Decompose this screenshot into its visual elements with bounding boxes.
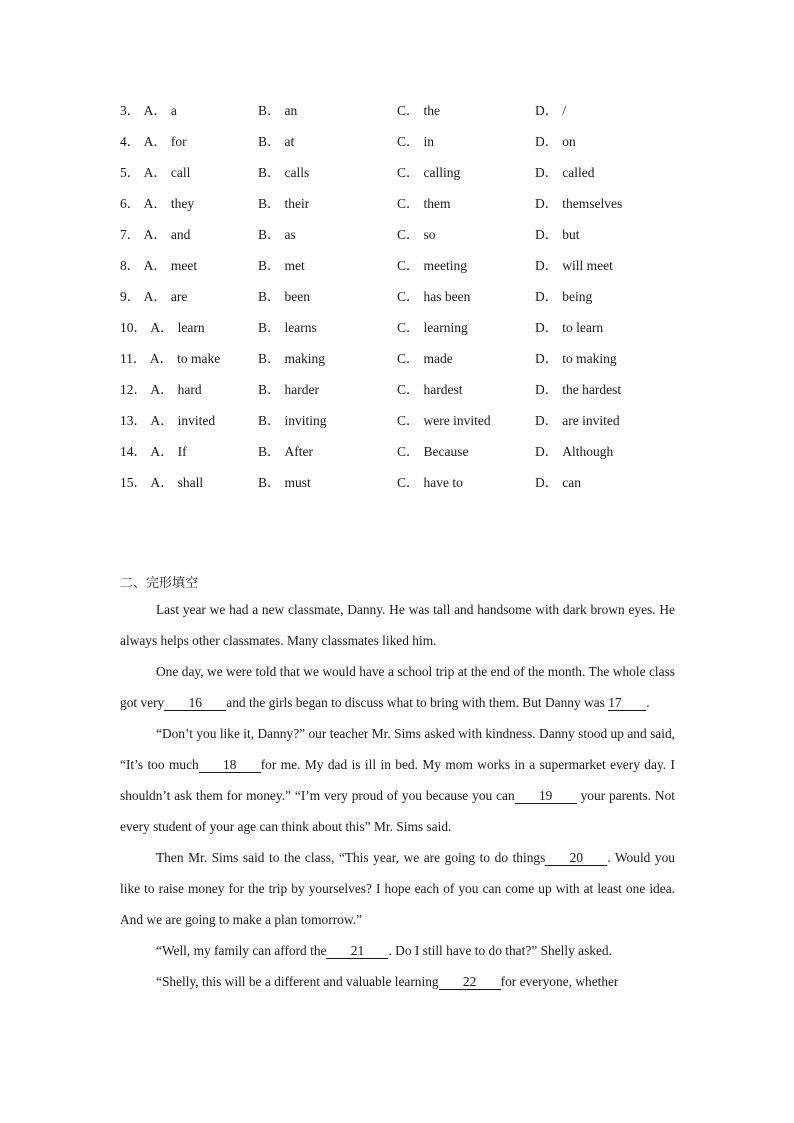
- option-label: B．: [258, 134, 281, 149]
- option-a: [120, 436, 187, 467]
- option-c: [397, 188, 451, 219]
- option-text: learns: [284, 320, 317, 335]
- option-a: [120, 343, 220, 374]
- option-b: [258, 343, 325, 374]
- question-number: 5．: [120, 165, 141, 180]
- option-label: D．: [535, 196, 559, 211]
- paragraph-3: [120, 718, 675, 842]
- blank-21: 21: [326, 943, 388, 959]
- option-c: [397, 126, 434, 157]
- option-label: A．: [143, 227, 167, 242]
- text-segment: “Don’t you like it, Danny?” our teacher Mr. Sims asked with kindness. Danny stood up and said, “It’s too much: [120, 726, 675, 772]
- option-text: hard: [177, 382, 202, 397]
- text-segment: . Would you like to raise money for the trip by yourselves? I hope each of you can come up with at least one idea. And we are going to make a plan tomorrow.”: [120, 850, 675, 927]
- option-text: hardest: [423, 382, 463, 397]
- option-c: [397, 157, 460, 188]
- option-label: C．: [397, 382, 420, 397]
- option-d: [535, 281, 592, 312]
- option-c: [397, 374, 463, 405]
- option-label: C．: [397, 413, 420, 428]
- option-text: their: [284, 196, 310, 211]
- option-text: inviting: [284, 413, 327, 428]
- option-label: B．: [258, 444, 281, 459]
- option-text: called: [562, 165, 595, 180]
- option-label: C．: [397, 289, 420, 304]
- option-label: D．: [535, 320, 559, 335]
- text-segment: for me. My dad is ill in bed. My mom works in a supermarket every day. I shouldn’t ask them for money.” “I’m very proud of you because you can: [120, 757, 675, 803]
- option-label: D．: [535, 134, 559, 149]
- option-label: D．: [535, 258, 559, 273]
- multiple-choice-options: [0, 95, 794, 498]
- option-text: being: [562, 289, 593, 304]
- option-text: in: [423, 134, 435, 149]
- option-a: [120, 188, 194, 219]
- option-text: learn: [177, 320, 205, 335]
- option-label: C．: [397, 227, 420, 242]
- question-number: 3．: [120, 103, 141, 118]
- question-row: [0, 405, 794, 436]
- option-a: [120, 467, 203, 498]
- blank-19: 19: [515, 788, 577, 804]
- option-d: [535, 126, 576, 157]
- option-b: [258, 219, 296, 250]
- text-segment: “Well, my family can afford the: [156, 943, 327, 958]
- text-segment: and the girls began to discuss what to bring with them. But Danny was: [226, 695, 605, 710]
- option-text: making: [284, 351, 326, 366]
- question-row: [0, 250, 794, 281]
- option-text: calls: [284, 165, 310, 180]
- question-row: [0, 467, 794, 498]
- option-text: themselves: [562, 196, 623, 211]
- option-b: [258, 312, 317, 343]
- option-d: [535, 467, 581, 498]
- option-b: [258, 126, 294, 157]
- option-label: B．: [258, 165, 281, 180]
- option-c: [397, 281, 470, 312]
- question-row: [0, 436, 794, 467]
- option-text: a: [170, 103, 177, 118]
- option-text: made: [423, 351, 453, 366]
- option-d: [535, 188, 622, 219]
- option-d: [535, 250, 613, 281]
- option-label: A．: [143, 165, 167, 180]
- option-a: [120, 374, 202, 405]
- question-number: 12．: [120, 382, 147, 397]
- option-a: [120, 405, 215, 436]
- option-label: D．: [535, 475, 559, 490]
- question-row: [0, 219, 794, 250]
- option-label: D．: [535, 351, 559, 366]
- paragraph-4: [120, 842, 675, 935]
- option-label: A．: [143, 289, 167, 304]
- option-text: meet: [170, 258, 198, 273]
- question-row: [0, 281, 794, 312]
- option-text: If: [177, 444, 187, 459]
- option-b: [258, 157, 309, 188]
- option-text: invited: [177, 413, 216, 428]
- option-text: shall: [177, 475, 204, 490]
- text-segment: for everyone, whether: [500, 974, 619, 989]
- blank-16: 16: [164, 695, 226, 711]
- option-text: are: [170, 289, 188, 304]
- text-segment: One day, we were told that we would have a school trip at the end of the month. The whole class got very: [120, 664, 675, 710]
- option-d: [535, 436, 613, 467]
- question-number: 9．: [120, 289, 141, 304]
- option-label: C．: [397, 196, 420, 211]
- option-text: were invited: [423, 413, 491, 428]
- option-a: [120, 219, 190, 250]
- option-b: [258, 95, 297, 126]
- option-b: [258, 374, 319, 405]
- option-label: A．: [149, 351, 174, 366]
- paragraph-1: Last year we had a new classmate, Danny. He was tall and handsome with dark brown eyes. He always helps other classmates. Many classmates liked him.: [120, 602, 675, 648]
- option-label: C．: [397, 258, 420, 273]
- option-label: D．: [535, 103, 559, 118]
- option-text: After: [284, 444, 313, 459]
- option-label: B．: [258, 351, 281, 366]
- option-label: B．: [258, 382, 281, 397]
- option-label: A．: [150, 475, 174, 490]
- option-text: met: [284, 258, 305, 273]
- option-text: calling: [423, 165, 461, 180]
- option-a: [120, 312, 205, 343]
- option-d: [535, 219, 580, 250]
- option-label: A．: [143, 196, 167, 211]
- option-label: B．: [258, 320, 281, 335]
- option-text: they: [170, 196, 195, 211]
- option-label: A．: [150, 413, 174, 428]
- option-text: harder: [284, 382, 319, 397]
- question-number: 6．: [120, 196, 141, 211]
- option-d: [535, 405, 620, 436]
- option-text: meeting: [423, 258, 468, 273]
- option-label: C．: [397, 351, 420, 366]
- option-text: will meet: [562, 258, 613, 273]
- option-c: [397, 436, 469, 467]
- option-text: /: [562, 103, 567, 118]
- option-c: [397, 467, 463, 498]
- option-b: [258, 405, 327, 436]
- question-row: [0, 374, 794, 405]
- option-b: [258, 281, 310, 312]
- option-a: [120, 95, 177, 126]
- option-label: C．: [397, 444, 420, 459]
- option-text: and: [170, 227, 191, 242]
- cloze-passage: [120, 594, 675, 997]
- option-text: them: [423, 196, 451, 211]
- option-b: [258, 250, 305, 281]
- question-row: [0, 188, 794, 219]
- question-number: 4．: [120, 134, 141, 149]
- text-segment: your parents. Not every student of your age can think about this” Mr. Sims said.: [120, 788, 675, 834]
- question-number: 14．: [120, 444, 147, 459]
- option-c: [397, 405, 491, 436]
- text-segment: Then Mr. Sims said to the class, “This year, we are going to do things: [156, 850, 546, 865]
- question-number: 10．: [120, 320, 147, 335]
- blank-22: 22: [439, 974, 501, 990]
- option-text: as: [284, 227, 296, 242]
- option-b: [258, 188, 309, 219]
- option-c: [397, 343, 453, 374]
- option-text: are invited: [562, 413, 620, 428]
- option-label: B．: [258, 413, 281, 428]
- option-d: [535, 343, 617, 374]
- option-d: [535, 312, 603, 343]
- option-label: D．: [535, 289, 559, 304]
- option-label: A．: [150, 320, 174, 335]
- option-c: [397, 250, 467, 281]
- option-b: [258, 436, 313, 467]
- paragraph-6: [120, 966, 675, 997]
- question-row: [0, 126, 794, 157]
- option-label: B．: [258, 475, 281, 490]
- option-label: A．: [143, 103, 167, 118]
- blank-18: 18: [199, 757, 261, 773]
- option-label: C．: [397, 134, 420, 149]
- paragraph-2: [120, 656, 675, 718]
- option-label: A．: [150, 382, 174, 397]
- question-number: 11．: [120, 351, 147, 366]
- option-label: B．: [258, 227, 281, 242]
- question-row: [0, 95, 794, 126]
- option-text: have to: [423, 475, 463, 490]
- option-label: B．: [258, 196, 281, 211]
- option-text: so: [423, 227, 436, 242]
- question-number: 15．: [120, 475, 147, 490]
- question-row: [0, 312, 794, 343]
- option-text: the hardest: [562, 382, 622, 397]
- question-number: 7．: [120, 227, 141, 242]
- option-label: D．: [535, 165, 559, 180]
- option-text: on: [562, 134, 576, 149]
- option-label: C．: [397, 103, 420, 118]
- option-label: D．: [535, 413, 559, 428]
- option-text: Although: [562, 444, 614, 459]
- option-label: C．: [397, 165, 420, 180]
- blank-20: 20: [545, 850, 607, 866]
- option-text: has been: [423, 289, 471, 304]
- text-segment: “Shelly, this will be a different and valuable learning: [156, 974, 439, 989]
- option-a: [120, 126, 187, 157]
- option-text: an: [284, 103, 298, 118]
- option-a: [120, 157, 190, 188]
- question-row: [0, 157, 794, 188]
- option-label: B．: [258, 103, 281, 118]
- option-text: learning: [423, 320, 468, 335]
- option-text: call: [170, 165, 191, 180]
- option-d: [535, 157, 594, 188]
- paragraph-5: [120, 935, 675, 966]
- blank-17: 17: [608, 695, 646, 711]
- text-segment: .: [646, 695, 650, 710]
- option-label: A．: [143, 258, 167, 273]
- question-row: [0, 343, 794, 374]
- option-label: A．: [150, 444, 174, 459]
- option-text: to making: [562, 351, 617, 366]
- option-a: [120, 281, 187, 312]
- option-text: for: [170, 134, 187, 149]
- option-text: at: [284, 134, 295, 149]
- option-text: been: [284, 289, 310, 304]
- question-number: 8．: [120, 258, 141, 273]
- option-d: [535, 95, 566, 126]
- option-text: to learn: [562, 320, 604, 335]
- option-d: [535, 374, 621, 405]
- text-segment: . Do I still have to do that?” Shelly asked.: [388, 943, 612, 958]
- option-label: C．: [397, 320, 420, 335]
- option-b: [258, 467, 311, 498]
- option-label: B．: [258, 289, 281, 304]
- option-a: [120, 250, 197, 281]
- option-label: D．: [535, 444, 559, 459]
- option-label: D．: [535, 382, 559, 397]
- option-text: Because: [423, 444, 469, 459]
- option-label: A．: [143, 134, 167, 149]
- option-c: [397, 219, 436, 250]
- option-c: [397, 312, 468, 343]
- option-label: C．: [397, 475, 420, 490]
- option-label: D．: [535, 227, 559, 242]
- question-number: 13．: [120, 413, 147, 428]
- option-text: but: [562, 227, 580, 242]
- option-label: B．: [258, 258, 281, 273]
- option-text: the: [423, 103, 441, 118]
- option-text: must: [284, 475, 311, 490]
- option-text: to make: [177, 351, 221, 366]
- section-title: 二、完形填空: [120, 576, 199, 591]
- option-c: [397, 95, 440, 126]
- option-text: can: [562, 475, 581, 490]
